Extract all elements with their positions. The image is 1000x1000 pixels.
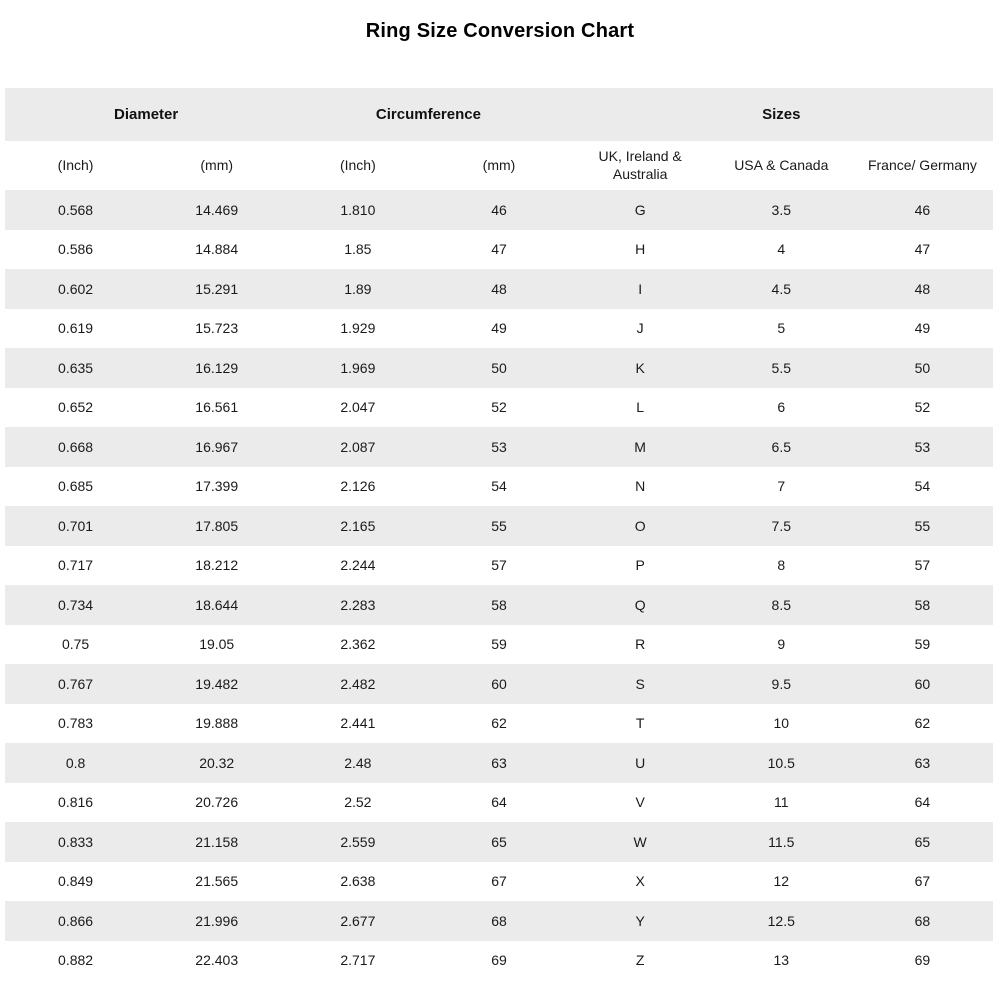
table-row: [5, 467, 993, 507]
table-cell: 0.866: [58, 912, 94, 929]
table-row: [5, 546, 993, 586]
table-cell: 53: [491, 438, 507, 455]
table-cell: 1.969: [340, 359, 376, 376]
table-cell: 17.399: [195, 478, 239, 495]
table-cell: 62: [491, 715, 507, 732]
table-cell: Q: [634, 596, 646, 613]
table-cell: 21.996: [195, 912, 239, 929]
table-cell: 0.668: [58, 438, 94, 455]
table-row: [5, 230, 993, 270]
table-cell: 57: [914, 557, 931, 574]
table-cell: 0.734: [58, 596, 94, 613]
table-cell: 0.75: [61, 636, 90, 653]
table-cell: 0.783: [58, 715, 94, 732]
column-header-diameter-inch: (Inch): [57, 156, 94, 173]
table-cell: 16.561: [195, 399, 239, 416]
table-cell: 0.717: [58, 557, 94, 574]
table-cell: 19.888: [195, 715, 239, 732]
table-cell: 0.685: [58, 478, 94, 495]
table-row: [5, 822, 993, 862]
table-cell: 10: [773, 715, 790, 732]
table-cell: 64: [491, 794, 507, 811]
table-cell: 15.291: [195, 280, 239, 297]
table-cell: 9.5: [771, 675, 791, 692]
table-cell: 49: [491, 320, 507, 337]
table-cell: 2.362: [340, 636, 376, 653]
table-cell: O: [634, 517, 646, 534]
table-row: [5, 704, 993, 744]
column-header-row: [5, 141, 993, 190]
table-cell: Z: [635, 952, 645, 969]
column-header-france-germany: France/ Germany: [867, 156, 977, 173]
table-row: [5, 901, 993, 941]
table-cell: 20.726: [195, 794, 239, 811]
table-cell: 68: [914, 912, 931, 929]
table-cell: 7: [777, 478, 786, 495]
table-cell: 5.5: [771, 359, 791, 376]
table-cell: 14.884: [195, 241, 239, 258]
table-row: [5, 664, 993, 704]
group-header-diameter: Diameter: [114, 106, 179, 123]
table-cell: 68: [491, 912, 507, 929]
table-cell: 11: [774, 794, 789, 811]
table-cell: 52: [491, 399, 507, 416]
table-cell: 0.586: [58, 241, 94, 258]
table-cell: 64: [914, 794, 931, 811]
table-cell: 2.717: [340, 952, 376, 969]
table-cell: 6.5: [771, 438, 791, 455]
table-cell: 19.05: [199, 636, 235, 653]
column-header-circumference-inch: (Inch): [339, 156, 376, 173]
table-cell: 62: [914, 715, 931, 732]
table-row: [5, 388, 993, 428]
table-cell: 1.85: [344, 241, 372, 258]
table-cell: 46: [491, 201, 507, 218]
table-cell: 1.929: [340, 320, 376, 337]
table-cell: 2.677: [340, 912, 376, 929]
table-cell: 0.833: [58, 833, 94, 850]
table-cell: 0.882: [58, 952, 94, 969]
table-cell: 69: [491, 952, 507, 969]
table-row: [5, 309, 993, 349]
table-cell: 58: [491, 596, 507, 613]
table-cell: 19.482: [195, 675, 239, 692]
table-cell: 16.129: [195, 359, 239, 376]
table-row: [5, 427, 993, 467]
table-cell: 1.810: [340, 201, 376, 218]
table-row: [5, 506, 993, 546]
table-cell: 67: [491, 873, 507, 890]
table-header: [5, 88, 993, 190]
table-cell: 63: [914, 754, 931, 771]
table-cell: 13: [773, 952, 790, 969]
table-cell: R: [635, 636, 646, 653]
table-cell: 47: [914, 241, 931, 258]
table-cell: 20.32: [199, 754, 235, 771]
table-cell: X: [635, 873, 645, 890]
table-cell: 4.5: [771, 280, 791, 297]
table-cell: 2.165: [340, 517, 376, 534]
column-header-diameter-mm: (mm): [200, 156, 234, 173]
table-cell: I: [638, 280, 643, 297]
table-cell: 2.48: [344, 754, 372, 771]
table-cell: 14.469: [195, 201, 239, 218]
table-cell: 2.559: [340, 833, 376, 850]
table-cell: 18.212: [195, 557, 239, 574]
table-row: [5, 862, 993, 902]
table-row: [5, 941, 993, 981]
table-cell: 46: [914, 201, 931, 218]
table-cell: 9: [777, 636, 786, 653]
table-cell: 3.5: [771, 201, 791, 218]
table-cell: 0.635: [58, 359, 94, 376]
table-cell: M: [634, 438, 646, 455]
table-cell: 2.482: [340, 675, 376, 692]
table-cell: 2.283: [340, 596, 376, 613]
table-cell: 55: [491, 517, 507, 534]
table-cell: U: [635, 754, 646, 771]
table-row: [5, 625, 993, 665]
table-cell: 0.568: [58, 201, 94, 218]
column-header-uk-ireland-australia: UK, Ireland & Australia: [598, 148, 682, 182]
table-cell: 52: [914, 399, 931, 416]
table-cell: 0.849: [58, 873, 94, 890]
table-cell: 8.5: [771, 596, 791, 613]
table-cell: 11.5: [768, 833, 795, 850]
table-cell: 60: [491, 675, 507, 692]
table-cell: P: [635, 557, 645, 574]
table-cell: 48: [914, 280, 931, 297]
table-row: [5, 269, 993, 309]
table-cell: 0.619: [58, 320, 94, 337]
group-header-row: [5, 88, 993, 141]
group-header-circumference: Circumference: [375, 106, 481, 123]
table-cell: 49: [914, 320, 931, 337]
table-cell: 2.638: [340, 873, 376, 890]
table-row: [5, 743, 993, 783]
table-cell: 21.565: [195, 873, 239, 890]
table-cell: J: [636, 320, 644, 337]
table-cell: H: [635, 241, 646, 258]
table-cell: 0.767: [58, 675, 94, 692]
table-cell: 2.126: [340, 478, 376, 495]
table-cell: 16.967: [195, 438, 239, 455]
table-cell: 7.5: [771, 517, 791, 534]
table-cell: 4: [777, 241, 786, 258]
ring-size-table: [5, 88, 993, 980]
table-cell: 2.441: [340, 715, 376, 732]
table-cell: L: [636, 399, 645, 416]
table-cell: 50: [914, 359, 931, 376]
table-row: [5, 585, 993, 625]
table-cell: 69: [914, 952, 931, 969]
table-cell: 53: [914, 438, 931, 455]
table-cell: S: [635, 675, 645, 692]
table-cell: 1.89: [344, 280, 372, 297]
table-cell: 6: [777, 399, 786, 416]
table-cell: V: [635, 794, 645, 811]
table-cell: 59: [491, 636, 507, 653]
table-cell: 65: [491, 833, 507, 850]
table-cell: 54: [914, 478, 931, 495]
table-cell: 0.701: [58, 517, 94, 534]
table-cell: 55: [914, 517, 931, 534]
table-row: [5, 348, 993, 388]
table-cell: 57: [491, 557, 507, 574]
table-cell: 65: [914, 833, 931, 850]
table-cell: T: [635, 715, 645, 732]
table-body: [5, 190, 993, 980]
table-cell: 0.652: [58, 399, 94, 416]
table-cell: 50: [491, 359, 507, 376]
table-cell: 2.087: [340, 438, 376, 455]
table-cell: 2.047: [340, 399, 376, 416]
table-cell: 15.723: [195, 320, 239, 337]
table-cell: 63: [491, 754, 507, 771]
table-cell: 0.602: [58, 280, 94, 297]
table-cell: 10.5: [767, 754, 795, 771]
table-cell: 0.816: [58, 794, 94, 811]
table-cell: 59: [914, 636, 931, 653]
table-cell: N: [635, 478, 646, 495]
group-header-sizes: Sizes: [762, 106, 801, 123]
table-cell: 8: [777, 557, 786, 574]
table-cell: Y: [635, 912, 645, 929]
table-cell: 17.805: [195, 517, 239, 534]
table-row: [5, 190, 993, 230]
table-cell: 58: [914, 596, 931, 613]
table-cell: 54: [491, 478, 507, 495]
table-cell: 5: [777, 320, 786, 337]
table-cell: G: [634, 201, 646, 218]
table-cell: 67: [914, 873, 931, 890]
table-cell: 48: [491, 280, 507, 297]
table-cell: 0.8: [65, 754, 86, 771]
table-cell: W: [633, 833, 647, 850]
table-cell: 22.403: [195, 952, 239, 969]
table-cell: 18.644: [195, 596, 239, 613]
page-title: Ring Size Conversion Chart: [365, 20, 635, 42]
table-row: [5, 783, 993, 823]
column-header-usa-canada: USA & Canada: [734, 156, 829, 173]
table-cell: 12: [773, 873, 790, 890]
table-cell: 60: [914, 675, 931, 692]
table-cell: K: [635, 359, 645, 376]
table-cell: 2.244: [340, 557, 376, 574]
table-cell: 12.5: [767, 912, 795, 929]
table-cell: 47: [491, 241, 507, 258]
table-cell: 21.158: [195, 833, 239, 850]
table-cell: 2.52: [344, 794, 372, 811]
column-header-circumference-mm: (mm): [482, 156, 516, 173]
